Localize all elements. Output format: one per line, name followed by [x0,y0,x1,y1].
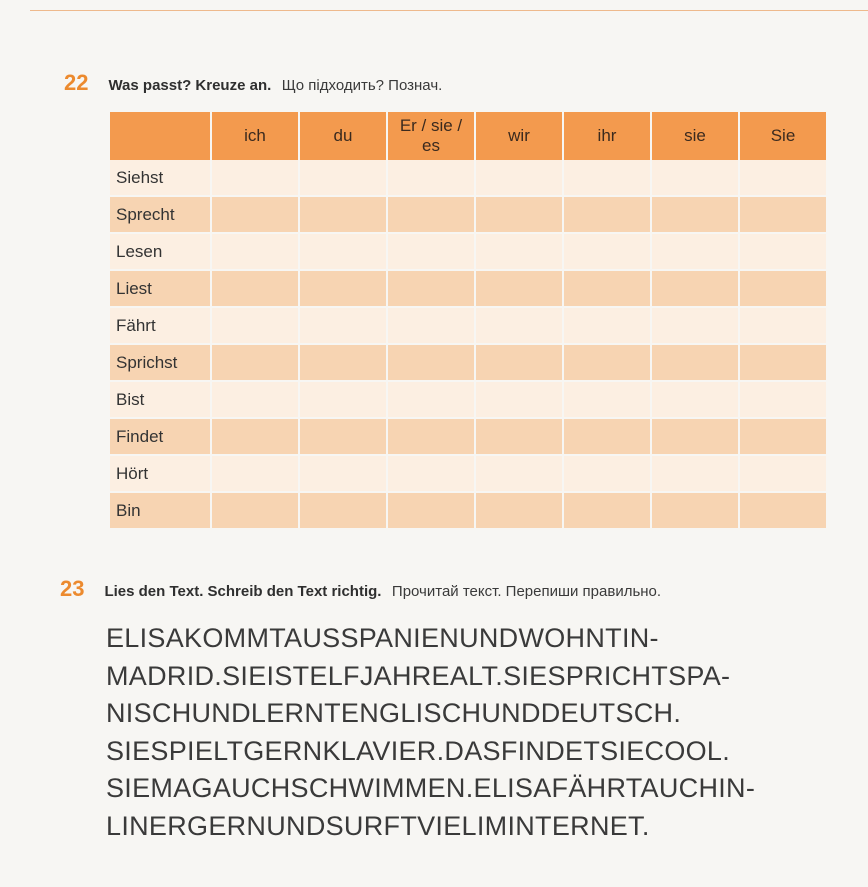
text-line: NISCHUNDLERNTENGLISCHUNDDEUTSCH. [106,698,682,728]
exercise-22-header [64,70,442,96]
exercise-number: 23 [60,576,85,601]
row-label: Fährt [110,307,211,344]
checkbox-cell[interactable] [387,381,475,418]
table-row [110,418,827,455]
table-row [110,160,827,196]
checkbox-cell[interactable] [475,492,563,529]
scrambled-text [106,620,846,845]
table-row [110,270,827,307]
checkbox-cell[interactable] [739,455,827,492]
checkbox-cell[interactable] [299,233,387,270]
checkbox-cell[interactable] [387,307,475,344]
checkbox-cell[interactable] [739,381,827,418]
row-label: Bin [110,492,211,529]
row-label: Sprecht [110,196,211,233]
row-label: Sprichst [110,344,211,381]
checkbox-cell[interactable] [563,307,651,344]
checkbox-cell[interactable] [387,160,475,196]
checkbox-cell[interactable] [739,344,827,381]
checkbox-cell[interactable] [651,307,739,344]
checkbox-cell[interactable] [475,344,563,381]
checkbox-cell[interactable] [563,160,651,196]
instruction-german: Was passt? Kreuze an. [108,77,272,94]
checkbox-cell[interactable] [563,418,651,455]
checkbox-cell[interactable] [387,233,475,270]
checkbox-cell[interactable] [299,344,387,381]
checkbox-cell[interactable] [563,270,651,307]
checkbox-cell[interactable] [211,381,299,418]
checkbox-cell[interactable] [739,233,827,270]
checkbox-cell[interactable] [211,160,299,196]
checkbox-cell[interactable] [387,492,475,529]
table-row [110,233,827,270]
checkbox-cell[interactable] [299,381,387,418]
checkbox-cell[interactable] [651,233,739,270]
checkbox-cell[interactable] [475,455,563,492]
text-line: ELISAKOMMTAUSSPANIENUNDWOHNTIN- [106,623,659,653]
checkbox-cell[interactable] [739,418,827,455]
checkbox-cell[interactable] [299,455,387,492]
checkbox-cell[interactable] [387,418,475,455]
conjugation-table [110,112,828,530]
checkbox-cell[interactable] [739,270,827,307]
table-row [110,307,827,344]
checkbox-cell[interactable] [563,455,651,492]
row-label: Findet [110,418,211,455]
checkbox-cell[interactable] [211,418,299,455]
checkbox-cell[interactable] [651,455,739,492]
table-row [110,381,827,418]
checkbox-cell[interactable] [475,381,563,418]
text-line: MADRID.SIEISTELFJAHREALT.SIESPRICHTSPA- [106,660,731,691]
checkbox-cell[interactable] [651,270,739,307]
checkbox-cell[interactable] [739,492,827,529]
column-header: ihr [563,112,651,160]
checkbox-cell[interactable] [211,492,299,529]
checkbox-cell[interactable] [299,492,387,529]
checkbox-cell[interactable] [299,196,387,233]
checkbox-cell[interactable] [387,196,475,233]
text-line: SIEMAGAUCHSCHWIMMEN.ELISAFÄHRTAUCHIN- [106,773,756,803]
table-row [110,196,827,233]
column-header: Er / sie / es [387,112,475,160]
row-label: Siehst [110,160,211,196]
checkbox-cell[interactable] [475,270,563,307]
checkbox-cell[interactable] [563,381,651,418]
checkbox-cell[interactable] [651,492,739,529]
instruction-ukrainian: Прочитай текст. Перепиши правильно. [391,583,662,600]
checkbox-cell[interactable] [387,344,475,381]
top-divider [30,10,868,11]
checkbox-cell[interactable] [739,160,827,196]
checkbox-cell[interactable] [651,418,739,455]
checkbox-cell[interactable] [211,270,299,307]
checkbox-cell[interactable] [475,307,563,344]
checkbox-cell[interactable] [563,492,651,529]
row-label: Hört [110,455,211,492]
column-header: wir [475,112,563,160]
checkbox-cell[interactable] [387,455,475,492]
checkbox-cell[interactable] [299,270,387,307]
checkbox-cell[interactable] [475,233,563,270]
table-row [110,455,827,492]
checkbox-cell[interactable] [651,344,739,381]
checkbox-cell[interactable] [651,381,739,418]
checkbox-cell[interactable] [475,418,563,455]
checkbox-cell[interactable] [387,270,475,307]
column-header: ich [211,112,299,160]
checkbox-cell[interactable] [563,233,651,270]
checkbox-cell[interactable] [651,196,739,233]
checkbox-cell[interactable] [211,196,299,233]
text-line: LINERGERNUNDSURFTVIELIMINTERNET. [106,810,650,841]
checkbox-cell[interactable] [475,196,563,233]
checkbox-cell[interactable] [651,160,739,196]
column-header: sie [651,112,739,160]
row-label: Lesen [110,233,211,270]
row-label: Bist [110,381,211,418]
checkbox-cell[interactable] [211,233,299,270]
table-row [110,492,827,529]
exercise-23-header [60,576,661,602]
checkbox-cell[interactable] [475,160,563,196]
checkbox-cell[interactable] [739,307,827,344]
checkbox-cell[interactable] [739,196,827,233]
checkbox-cell[interactable] [299,307,387,344]
checkbox-cell[interactable] [563,344,651,381]
table-header-row [110,112,827,160]
checkbox-cell[interactable] [211,455,299,492]
column-header: du [299,112,387,160]
checkbox-cell[interactable] [211,307,299,344]
row-label: Liest [110,270,211,307]
instruction-ukrainian: Що підходить? Познач. [281,77,443,94]
checkbox-cell[interactable] [563,196,651,233]
exercise-number: 22 [64,70,89,95]
instruction-german: Lies den Text. Schreib den Text richtig. [104,583,382,600]
text-line: SIESPIELTGERNKLAVIER.DASFINDETSIECOOL. [106,735,731,766]
checkbox-cell[interactable] [299,418,387,455]
table-corner-cell [110,112,211,160]
checkbox-cell[interactable] [211,344,299,381]
checkbox-cell[interactable] [299,160,387,196]
table-row [110,344,827,381]
column-header: Sie [739,112,827,160]
